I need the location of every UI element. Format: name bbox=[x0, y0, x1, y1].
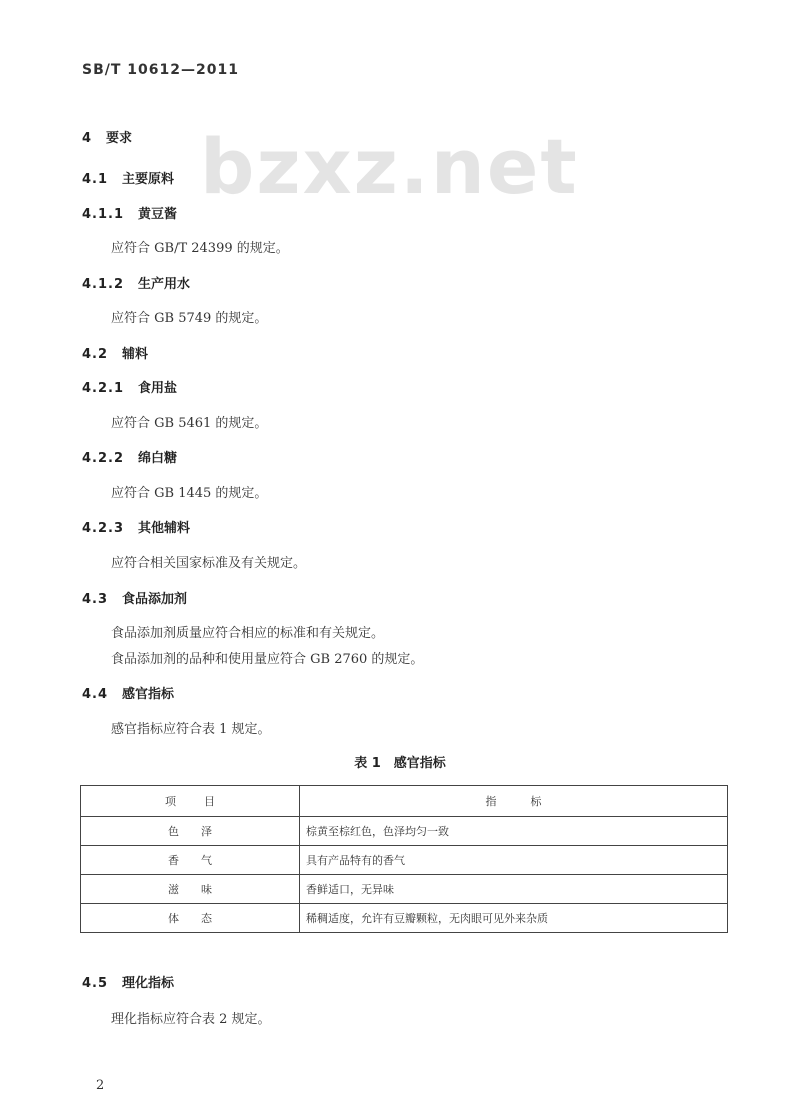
section-text-4-4: 感官指标应符合表 1 规定。 bbox=[111, 722, 271, 737]
document-code: SB/T 10612—2011 bbox=[82, 62, 239, 78]
section-title: 主要原料 bbox=[122, 172, 175, 187]
table-caption: 表 1 感官指标 bbox=[354, 756, 446, 771]
section-text-4-3-line1: 食品添加剂质量应符合相应的标准和有关规定。 bbox=[111, 626, 385, 641]
section-text-4-2-2: 应符合 GB 1445 的规定。 bbox=[111, 486, 268, 501]
section-title: 辅料 bbox=[122, 347, 149, 362]
section-number: 4 bbox=[82, 131, 93, 146]
section-heading-4-3 bbox=[82, 588, 187, 607]
section-title: 理化指标 bbox=[122, 976, 175, 991]
section-text-4-2-1: 应符合 GB 5461 的规定。 bbox=[111, 416, 268, 431]
table-header-row bbox=[81, 786, 728, 817]
table-row bbox=[81, 817, 728, 846]
table-row bbox=[81, 875, 728, 904]
section-title: 黄豆酱 bbox=[138, 207, 178, 222]
table-cell-value: 稀稠适度，允许有豆瓣颗粒，无肉眼可见外来杂质 bbox=[300, 904, 728, 933]
section-number: 4.1 bbox=[82, 172, 109, 187]
table-cell-item: 香气 bbox=[81, 846, 300, 875]
section-heading-4-2-1 bbox=[82, 377, 177, 396]
section-text-4-1-1: 应符合 GB/T 24399 的规定。 bbox=[111, 241, 289, 256]
table-cell-item: 滋味 bbox=[81, 875, 300, 904]
section-heading-4-1 bbox=[82, 168, 174, 187]
table-row bbox=[81, 904, 728, 933]
sensory-table bbox=[80, 785, 728, 933]
page-number: 2 bbox=[96, 1078, 105, 1093]
table-cell-item: 体态 bbox=[81, 904, 300, 933]
section-number: 4.2 bbox=[82, 347, 109, 362]
table-cell-value: 棕黄至棕红色，色泽均匀一致 bbox=[300, 817, 728, 846]
table-cell-value: 具有产品特有的香气 bbox=[300, 846, 728, 875]
section-title: 其他辅料 bbox=[138, 521, 191, 536]
watermark: bzxz.net bbox=[200, 122, 579, 211]
table-row bbox=[81, 846, 728, 875]
section-heading-4-2 bbox=[82, 343, 148, 362]
section-title: 生产用水 bbox=[138, 277, 191, 292]
section-title: 绵白糖 bbox=[138, 451, 178, 466]
table-cell-item: 色泽 bbox=[81, 817, 300, 846]
table-cell-value: 香鲜适口，无异味 bbox=[300, 875, 728, 904]
section-number: 4.1.1 bbox=[82, 207, 125, 222]
section-number: 4.2.3 bbox=[82, 521, 125, 536]
section-title: 要求 bbox=[106, 131, 133, 146]
section-number: 4.5 bbox=[82, 976, 109, 991]
section-text-4-1-2: 应符合 GB 5749 的规定。 bbox=[111, 311, 268, 326]
section-heading-4-4 bbox=[82, 683, 174, 702]
section-heading-4-1-2 bbox=[82, 273, 190, 292]
table-header-item: 项目 bbox=[81, 786, 300, 817]
section-number: 4.1.2 bbox=[82, 277, 125, 292]
section-heading-4-2-3 bbox=[82, 517, 190, 536]
section-title: 食用盐 bbox=[138, 381, 178, 396]
section-heading-4-2-2 bbox=[82, 447, 177, 466]
section-number: 4.2.2 bbox=[82, 451, 125, 466]
section-title: 食品添加剂 bbox=[122, 592, 188, 607]
section-heading-4 bbox=[82, 127, 132, 146]
section-heading-4-1-1 bbox=[82, 203, 177, 222]
section-text-4-3-line2: 食品添加剂的品种和使用量应符合 GB 2760 的规定。 bbox=[111, 652, 424, 667]
table-header-indicator: 指标 bbox=[300, 786, 728, 817]
section-text-4-2-3: 应符合相关国家标准及有关规定。 bbox=[111, 556, 307, 571]
section-heading-4-5 bbox=[82, 972, 174, 991]
section-number: 4.3 bbox=[82, 592, 109, 607]
section-text-4-5: 理化指标应符合表 2 规定。 bbox=[111, 1012, 271, 1027]
section-number: 4.2.1 bbox=[82, 381, 125, 396]
section-number: 4.4 bbox=[82, 687, 109, 702]
section-title: 感官指标 bbox=[122, 687, 175, 702]
